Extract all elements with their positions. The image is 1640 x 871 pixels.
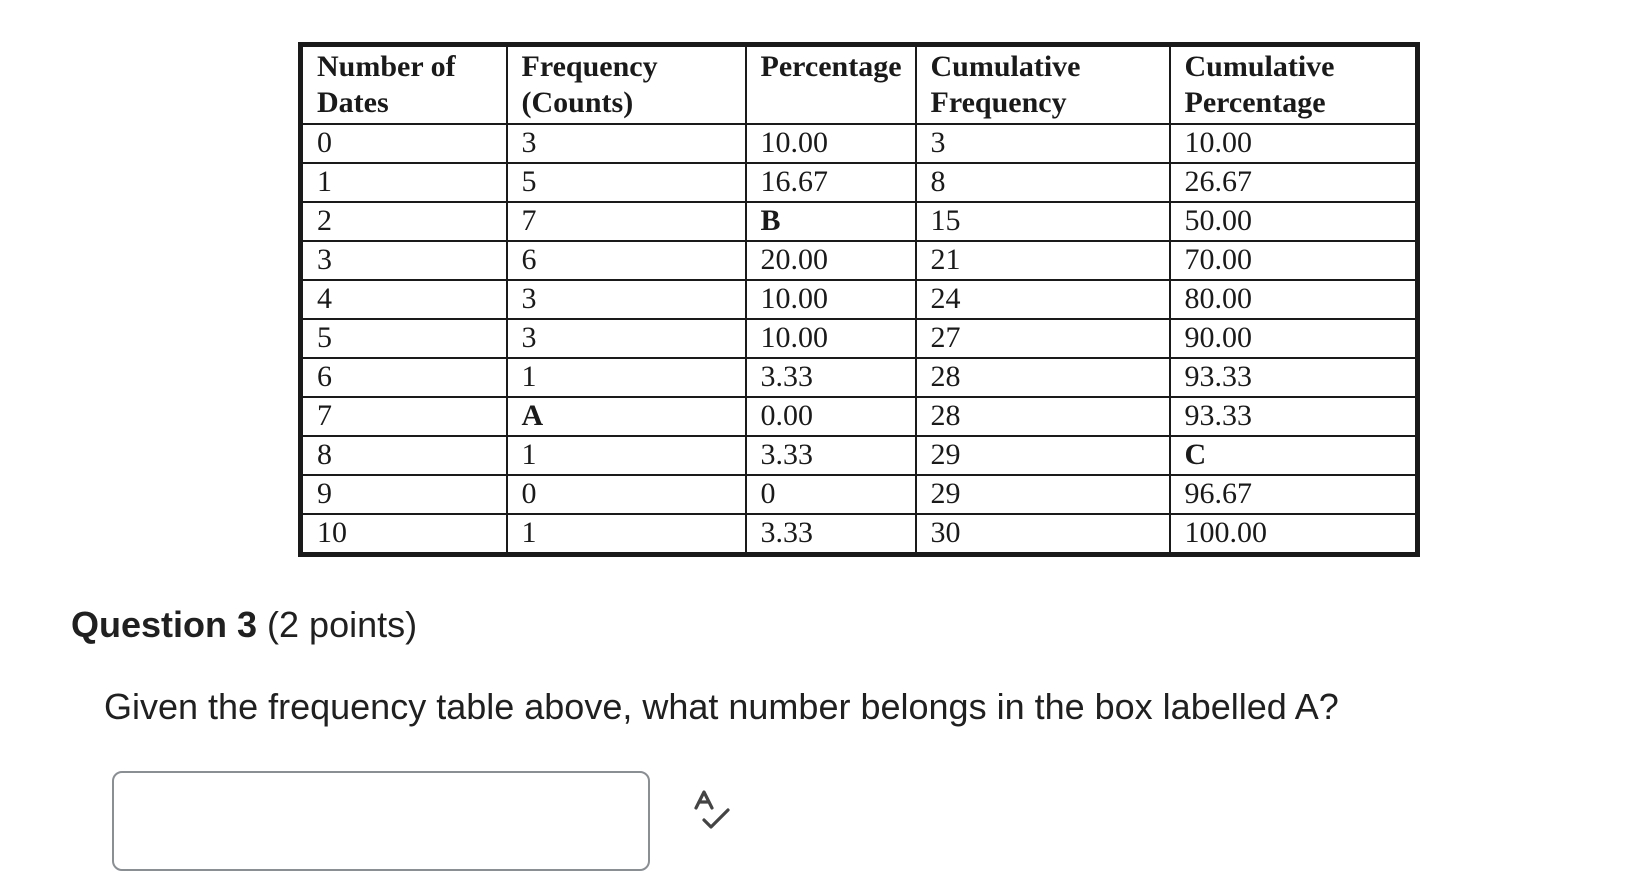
cell-percentage: 3.33 bbox=[746, 514, 916, 555]
frequency-table bbox=[298, 42, 1420, 557]
cell-number-of-dates: 9 bbox=[301, 475, 507, 514]
cell-cumulative-percentage: 26.67 bbox=[1170, 163, 1418, 202]
header-frequency: Frequency (Counts) bbox=[507, 45, 746, 125]
cell-cumulative-frequency: 15 bbox=[916, 202, 1170, 241]
cell-cumulative-frequency: 8 bbox=[916, 163, 1170, 202]
cell-percentage: 20.00 bbox=[746, 241, 916, 280]
table-body bbox=[301, 124, 1418, 555]
cell-percentage: B bbox=[746, 202, 916, 241]
cell-cumulative-percentage: 93.33 bbox=[1170, 397, 1418, 436]
cell-cumulative-percentage: 70.00 bbox=[1170, 241, 1418, 280]
cell-cumulative-percentage: 96.67 bbox=[1170, 475, 1418, 514]
cell-number-of-dates: 2 bbox=[301, 202, 507, 241]
header-cumulative-percentage: Cumulative Percentage bbox=[1170, 45, 1418, 125]
cell-number-of-dates: 10 bbox=[301, 514, 507, 555]
cell-cumulative-frequency: 3 bbox=[916, 124, 1170, 163]
cell-cumulative-frequency: 29 bbox=[916, 436, 1170, 475]
cell-number-of-dates: 3 bbox=[301, 241, 507, 280]
table-row bbox=[301, 202, 1418, 241]
header-number-of-dates: Number of Dates bbox=[301, 45, 507, 125]
cell-frequency: 6 bbox=[507, 241, 746, 280]
cell-number-of-dates: 8 bbox=[301, 436, 507, 475]
table-row bbox=[301, 124, 1418, 163]
cell-frequency: 3 bbox=[507, 319, 746, 358]
cell-frequency: 5 bbox=[507, 163, 746, 202]
cell-cumulative-percentage: 80.00 bbox=[1170, 280, 1418, 319]
cell-cumulative-percentage: 93.33 bbox=[1170, 358, 1418, 397]
cell-number-of-dates: 5 bbox=[301, 319, 507, 358]
spellcheck-icon[interactable] bbox=[692, 790, 732, 832]
cell-percentage: 10.00 bbox=[746, 280, 916, 319]
cell-frequency: 0 bbox=[507, 475, 746, 514]
cell-cumulative-percentage: 50.00 bbox=[1170, 202, 1418, 241]
table-row bbox=[301, 358, 1418, 397]
cell-number-of-dates: 4 bbox=[301, 280, 507, 319]
table-row bbox=[301, 475, 1418, 514]
cell-frequency: 1 bbox=[507, 358, 746, 397]
question-text: Given the frequency table above, what number belongs in the box labelled A? bbox=[104, 686, 1339, 727]
answer-input[interactable] bbox=[112, 771, 650, 871]
cell-cumulative-frequency: 21 bbox=[916, 241, 1170, 280]
cell-number-of-dates: 6 bbox=[301, 358, 507, 397]
cell-number-of-dates: 1 bbox=[301, 163, 507, 202]
cell-frequency: 1 bbox=[507, 514, 746, 555]
table-row bbox=[301, 436, 1418, 475]
cell-cumulative-percentage: 90.00 bbox=[1170, 319, 1418, 358]
cell-cumulative-percentage: C bbox=[1170, 436, 1418, 475]
cell-frequency: 3 bbox=[507, 280, 746, 319]
cell-percentage: 3.33 bbox=[746, 358, 916, 397]
question-heading bbox=[71, 604, 417, 646]
frequency-table-container bbox=[298, 42, 1420, 557]
header-cumulative-frequency: Cumulative Frequency bbox=[916, 45, 1170, 125]
question-title: Question 3 bbox=[71, 604, 258, 645]
cell-frequency: 3 bbox=[507, 124, 746, 163]
cell-percentage: 0.00 bbox=[746, 397, 916, 436]
table-row bbox=[301, 514, 1418, 555]
cell-cumulative-percentage: 10.00 bbox=[1170, 124, 1418, 163]
cell-frequency: 1 bbox=[507, 436, 746, 475]
cell-percentage: 0 bbox=[746, 475, 916, 514]
header-percentage: Percentage bbox=[746, 45, 916, 125]
cell-frequency: A bbox=[507, 397, 746, 436]
cell-percentage: 10.00 bbox=[746, 124, 916, 163]
cell-cumulative-frequency: 27 bbox=[916, 319, 1170, 358]
table-row bbox=[301, 319, 1418, 358]
cell-cumulative-percentage: 100.00 bbox=[1170, 514, 1418, 555]
cell-number-of-dates: 0 bbox=[301, 124, 507, 163]
table-row bbox=[301, 163, 1418, 202]
cell-cumulative-frequency: 28 bbox=[916, 397, 1170, 436]
cell-cumulative-frequency: 29 bbox=[916, 475, 1170, 514]
cell-percentage: 3.33 bbox=[746, 436, 916, 475]
question-points: (2 points) bbox=[267, 604, 418, 645]
cell-frequency: 7 bbox=[507, 202, 746, 241]
cell-cumulative-frequency: 24 bbox=[916, 280, 1170, 319]
cell-number-of-dates: 7 bbox=[301, 397, 507, 436]
table-header-row bbox=[301, 45, 1418, 125]
cell-percentage: 10.00 bbox=[746, 319, 916, 358]
table-row bbox=[301, 241, 1418, 280]
cell-cumulative-frequency: 28 bbox=[916, 358, 1170, 397]
table-row bbox=[301, 280, 1418, 319]
cell-cumulative-frequency: 30 bbox=[916, 514, 1170, 555]
cell-percentage: 16.67 bbox=[746, 163, 916, 202]
table-row bbox=[301, 397, 1418, 436]
